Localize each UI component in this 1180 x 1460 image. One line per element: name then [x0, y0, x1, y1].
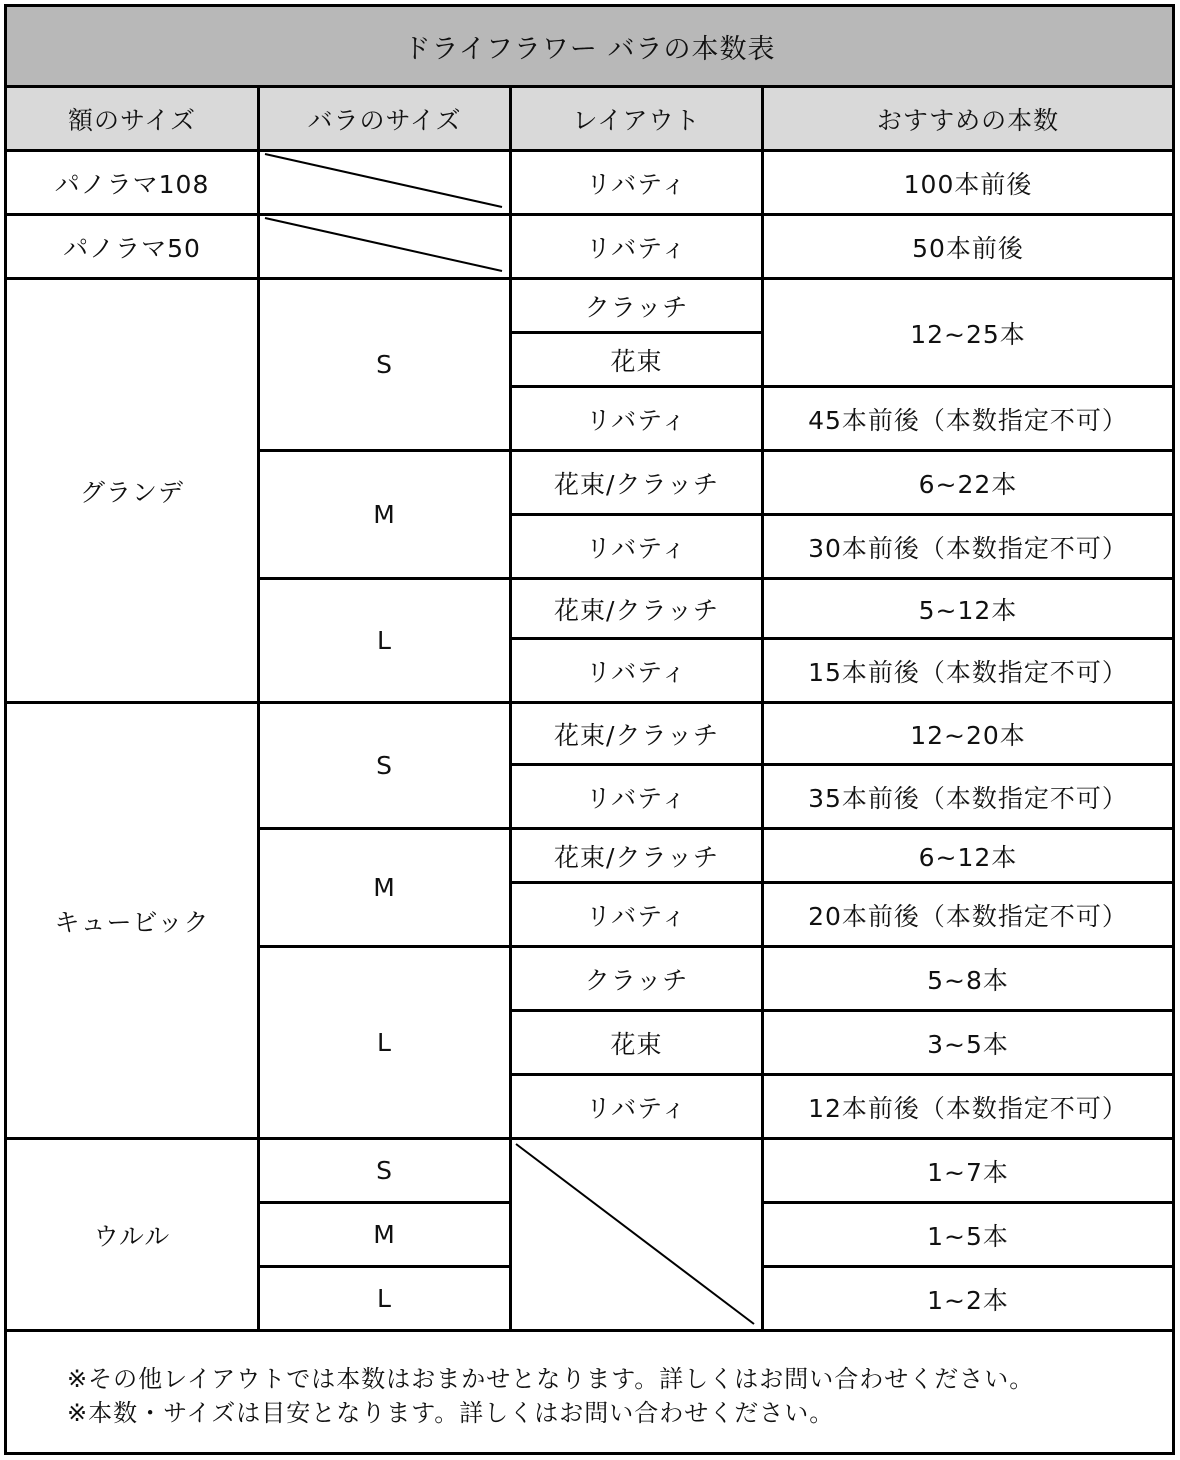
layout-grande-s-3: リバティ: [585, 405, 688, 435]
divider: [7, 701, 1172, 704]
empty-cell-slash: [260, 216, 509, 277]
layout-grande-m-1: 花束/クラッチ: [554, 469, 719, 499]
divider: [509, 637, 1172, 640]
divider: [509, 385, 1172, 388]
layout-grande-l-1: 花束/クラッチ: [554, 595, 719, 625]
size-ululu-l: L: [377, 1284, 392, 1313]
count-grande-l-1: 5~12本: [918, 595, 1018, 625]
layout-panorama108: リバティ: [585, 169, 688, 199]
divider: [509, 331, 764, 334]
count-grande-s-3: 45本前後（本数指定不可）: [808, 405, 1128, 435]
header-frame-size: 額のサイズ: [7, 88, 257, 149]
empty-cell-slash: [260, 152, 509, 213]
count-cubic-m-2: 20本前後（本数指定不可）: [808, 901, 1128, 931]
header-recommended: おすすめの本数: [764, 88, 1172, 149]
frame-grande: グランデ: [79, 477, 184, 507]
layout-grande-s-1: クラッチ: [584, 292, 689, 322]
header-rose-size: バラのサイズ: [260, 88, 509, 149]
divider: [509, 763, 1172, 766]
divider: [7, 213, 1172, 216]
layout-cubic-m-1: 花束/クラッチ: [554, 842, 719, 872]
divider: [509, 1009, 1172, 1012]
table-title: ドライフラワー バラの本数表: [7, 7, 1172, 85]
layout-cubic-m-2: リバティ: [585, 901, 688, 931]
layout-grande-s-2: 花束: [610, 346, 663, 376]
divider: [7, 277, 1172, 280]
empty-cell-slash: [512, 1140, 761, 1329]
rose-count-table: [4, 4, 1175, 1455]
divider: [257, 827, 1172, 830]
header-layout: レイアウト: [512, 88, 761, 149]
layout-cubic-s-1: 花束/クラッチ: [554, 720, 719, 750]
count-cubic-s-2: 35本前後（本数指定不可）: [808, 783, 1128, 813]
size-cubic-m: M: [373, 873, 396, 902]
divider: [257, 1201, 512, 1204]
divider: [257, 449, 1172, 452]
footer-note-2: ※本数・サイズは目安となります。詳しくはお問い合わせください。: [67, 1399, 835, 1427]
size-grande-l: L: [377, 626, 392, 655]
count-ululu-l: 1~2本: [927, 1285, 1009, 1315]
divider: [7, 85, 1172, 88]
layout-cubic-l-3: リバティ: [585, 1093, 688, 1123]
size-cubic-s: S: [376, 751, 393, 780]
frame-panorama50: パノラマ50: [63, 233, 201, 263]
layout-grande-l-2: リバティ: [585, 657, 688, 687]
layout-grande-m-2: リバティ: [585, 533, 688, 563]
divider: [7, 1329, 1172, 1332]
count-grande-m-1: 6~22本: [918, 469, 1018, 499]
frame-ululu: ウルル: [93, 1221, 171, 1251]
layout-cubic-s-2: リバティ: [585, 783, 688, 813]
divider: [761, 1201, 1172, 1204]
frame-cubic: キュービック: [54, 907, 210, 937]
divider: [761, 85, 764, 1332]
count-cubic-l-3: 12本前後（本数指定不可）: [808, 1093, 1128, 1123]
divider: [761, 1265, 1172, 1268]
count-grande-s-12: 12~25本: [910, 319, 1026, 349]
divider: [509, 513, 1172, 516]
divider: [509, 881, 1172, 884]
count-cubic-s-1: 12~20本: [910, 720, 1026, 750]
layout-panorama50: リバティ: [585, 233, 688, 263]
divider: [257, 945, 1172, 948]
count-panorama50: 50本前後: [912, 233, 1024, 263]
divider: [7, 149, 1172, 152]
count-ululu-s: 1~7本: [927, 1157, 1009, 1187]
divider: [257, 1265, 512, 1268]
count-grande-m-2: 30本前後（本数指定不可）: [808, 533, 1128, 563]
footer-note-1: ※その他レイアウトでは本数はおまかせとなります。詳しくはお問い合わせください。: [67, 1365, 1035, 1393]
frame-panorama108: パノラマ108: [54, 169, 210, 199]
count-panorama108: 100本前後: [903, 169, 1033, 199]
size-grande-s: S: [376, 350, 393, 379]
size-ululu-s: S: [376, 1156, 393, 1185]
size-grande-m: M: [373, 500, 396, 529]
divider: [509, 1073, 1172, 1076]
count-grande-l-2: 15本前後（本数指定不可）: [808, 657, 1128, 687]
divider: [257, 577, 1172, 580]
count-ululu-m: 1~5本: [927, 1221, 1009, 1251]
layout-cubic-l-2: 花束: [610, 1029, 663, 1059]
count-cubic-l-2: 3~5本: [927, 1029, 1009, 1059]
count-cubic-m-1: 6~12本: [918, 842, 1018, 872]
size-ululu-m: M: [373, 1220, 396, 1249]
size-cubic-l: L: [377, 1028, 392, 1057]
count-cubic-l-1: 5~8本: [927, 965, 1009, 995]
layout-cubic-l-1: クラッチ: [584, 965, 689, 995]
